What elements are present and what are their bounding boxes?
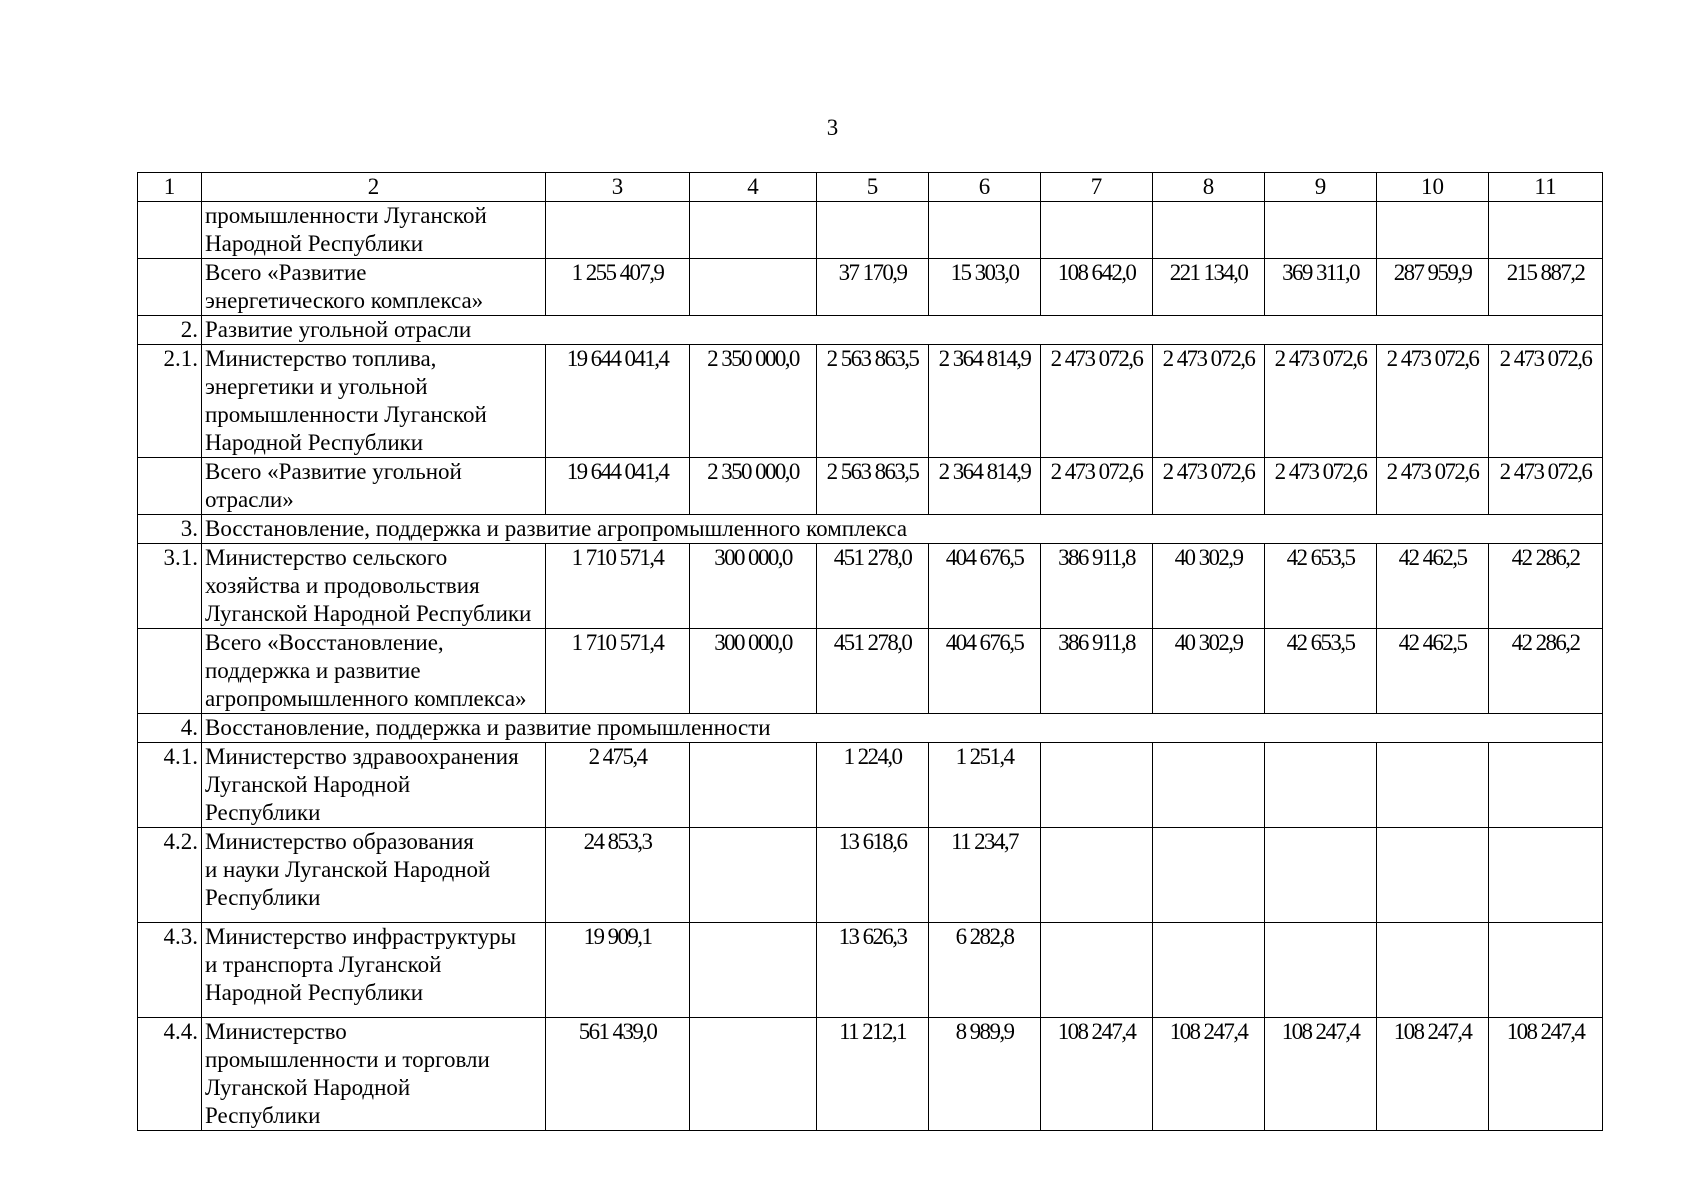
- value-cell: [1041, 743, 1153, 828]
- value-cell: 42 462,5: [1377, 544, 1489, 629]
- value-cell: [1153, 202, 1265, 259]
- value-cell: 13 618,6: [817, 828, 929, 923]
- value-cell: 2 473 072,6: [1377, 345, 1489, 458]
- table-row: [138, 259, 1603, 316]
- row-name: [202, 259, 546, 316]
- value-cell: [929, 202, 1041, 259]
- section-row: [138, 515, 1603, 544]
- value-cell: 19 644 041,4: [546, 458, 690, 515]
- value-cell: 2 473 072,6: [1041, 345, 1153, 458]
- section-title: Восстановление, поддержка и развитие агропромышленного комплекса: [202, 515, 1603, 544]
- row-name: [202, 743, 546, 828]
- section-number: 3.: [138, 515, 202, 544]
- value-cell: [1377, 923, 1489, 1018]
- row-name-line: Республики: [205, 1103, 321, 1128]
- value-cell: 561 439,0: [546, 1018, 690, 1131]
- row-name-line: Всего «Развитие угольной: [205, 459, 462, 484]
- section-title: Развитие угольной отрасли: [202, 316, 1603, 345]
- value-cell: 2 473 072,6: [1489, 345, 1603, 458]
- row-number: [138, 458, 202, 515]
- value-cell: 2 350 000,0: [690, 345, 817, 458]
- value-cell: 37 170,9: [817, 259, 929, 316]
- value-cell: [1153, 743, 1265, 828]
- value-cell: [1489, 202, 1603, 259]
- value-cell: 42 462,5: [1377, 629, 1489, 714]
- row-name-line: поддержка и развитие: [205, 658, 421, 683]
- row-name: [202, 1018, 546, 1131]
- value-cell: 108 642,0: [1041, 259, 1153, 316]
- table-row: [138, 544, 1603, 629]
- row-name-line: промышленности и торговли: [205, 1047, 490, 1072]
- value-cell: [690, 1018, 817, 1131]
- value-cell: 404 676,5: [929, 544, 1041, 629]
- value-cell: [1489, 923, 1603, 1018]
- value-cell: 2 364 814,9: [929, 458, 1041, 515]
- row-name-line: Министерство инфраструктуры: [205, 924, 517, 949]
- row-name-line: отрасли»: [205, 487, 294, 512]
- value-cell: 215 887,2: [1489, 259, 1603, 316]
- header-cell: 8: [1153, 173, 1265, 202]
- row-name: [202, 345, 546, 458]
- row-name-line: Республики: [205, 885, 321, 910]
- table-row: [138, 202, 1603, 259]
- value-cell: 19 644 041,4: [546, 345, 690, 458]
- page-number: 3: [826, 115, 839, 140]
- value-cell: 2 364 814,9: [929, 345, 1041, 458]
- value-cell: [1265, 923, 1377, 1018]
- value-cell: 300 000,0: [690, 629, 817, 714]
- row-name-line: Министерство: [205, 1019, 347, 1044]
- value-cell: 108 247,4: [1377, 1018, 1489, 1131]
- value-cell: 40 302,9: [1153, 629, 1265, 714]
- header-cell: 1: [138, 173, 202, 202]
- section-title: Восстановление, поддержка и развитие промышленности: [202, 714, 1603, 743]
- value-cell: 13 626,3: [817, 923, 929, 1018]
- value-cell: [1041, 202, 1153, 259]
- header-row: [138, 173, 1603, 202]
- row-name: [202, 544, 546, 629]
- header-cell: 7: [1041, 173, 1153, 202]
- header-cell: 11: [1489, 173, 1603, 202]
- value-cell: [1265, 828, 1377, 923]
- row-number: 3.1.: [138, 544, 202, 629]
- table-row: [138, 828, 1603, 923]
- table-row: [138, 345, 1603, 458]
- value-cell: 1 251,4: [929, 743, 1041, 828]
- value-cell: 404 676,5: [929, 629, 1041, 714]
- table-row: [138, 923, 1603, 1018]
- value-cell: [1377, 202, 1489, 259]
- section-number: 2.: [138, 316, 202, 345]
- value-cell: 287 959,9: [1377, 259, 1489, 316]
- section-row: [138, 316, 1603, 345]
- value-cell: 221 134,0: [1153, 259, 1265, 316]
- value-cell: 386 911,8: [1041, 629, 1153, 714]
- row-number: 4.2.: [138, 828, 202, 923]
- value-cell: 2 475,4: [546, 743, 690, 828]
- value-cell: 108 247,4: [1265, 1018, 1377, 1131]
- row-number: 4.4.: [138, 1018, 202, 1131]
- row-number: 2.1.: [138, 345, 202, 458]
- value-cell: 42 286,2: [1489, 544, 1603, 629]
- section-row: [138, 714, 1603, 743]
- value-cell: [690, 259, 817, 316]
- row-name-line: Народной Республики: [205, 980, 424, 1005]
- row-name-line: Министерство сельского: [205, 545, 448, 570]
- value-cell: [1265, 743, 1377, 828]
- value-cell: 1 710 571,4: [546, 544, 690, 629]
- value-cell: 2 473 072,6: [1265, 458, 1377, 515]
- value-cell: [546, 202, 690, 259]
- row-name-line: Народной Республики: [205, 231, 424, 256]
- value-cell: 451 278,0: [817, 629, 929, 714]
- value-cell: 8 989,9: [929, 1018, 1041, 1131]
- value-cell: [1041, 828, 1153, 923]
- value-cell: 11 212,1: [817, 1018, 929, 1131]
- table-body: [138, 173, 1603, 1131]
- row-number: [138, 629, 202, 714]
- value-cell: 24 853,3: [546, 828, 690, 923]
- row-number: [138, 202, 202, 259]
- table-row: [138, 1018, 1603, 1131]
- value-cell: [1153, 923, 1265, 1018]
- header-cell: 10: [1377, 173, 1489, 202]
- value-cell: [1265, 202, 1377, 259]
- value-cell: 2 563 863,5: [817, 345, 929, 458]
- row-number: [138, 259, 202, 316]
- row-name-line: энергетики и угольной: [205, 374, 428, 399]
- value-cell: 108 247,4: [1489, 1018, 1603, 1131]
- row-name-line: Народной Республики: [205, 430, 424, 455]
- header-cell: 4: [690, 173, 817, 202]
- value-cell: 1 255 407,9: [546, 259, 690, 316]
- value-cell: 369 311,0: [1265, 259, 1377, 316]
- value-cell: 40 302,9: [1153, 544, 1265, 629]
- value-cell: [1489, 828, 1603, 923]
- value-cell: 386 911,8: [1041, 544, 1153, 629]
- budget-table: [137, 172, 1603, 1131]
- row-name-line: энергетического комплекса»: [205, 288, 484, 313]
- value-cell: 15 303,0: [929, 259, 1041, 316]
- value-cell: 42 286,2: [1489, 629, 1603, 714]
- row-name-line: Министерство образования: [205, 829, 474, 854]
- row-name-line: Министерство здравоохранения: [205, 744, 519, 769]
- row-name: [202, 923, 546, 1018]
- value-cell: 42 653,5: [1265, 629, 1377, 714]
- row-name-line: промышленности Луганской: [205, 203, 487, 228]
- value-cell: [690, 202, 817, 259]
- row-name-line: Всего «Развитие: [205, 260, 367, 285]
- value-cell: [1041, 923, 1153, 1018]
- header-cell: 3: [546, 173, 690, 202]
- value-cell: 1 224,0: [817, 743, 929, 828]
- row-name-line: Всего «Восстановление,: [205, 630, 444, 655]
- row-name: [202, 828, 546, 923]
- value-cell: 2 473 072,6: [1153, 458, 1265, 515]
- value-cell: 108 247,4: [1153, 1018, 1265, 1131]
- row-name-line: Луганской Народной: [205, 772, 411, 797]
- value-cell: [1377, 743, 1489, 828]
- value-cell: [1377, 828, 1489, 923]
- value-cell: [690, 828, 817, 923]
- table-row: [138, 743, 1603, 828]
- row-name: [202, 202, 546, 259]
- value-cell: 2 473 072,6: [1153, 345, 1265, 458]
- value-cell: 2 473 072,6: [1265, 345, 1377, 458]
- value-cell: 2 473 072,6: [1041, 458, 1153, 515]
- row-name-line: и науки Луганской Народной: [205, 857, 491, 882]
- value-cell: 42 653,5: [1265, 544, 1377, 629]
- row-name-line: хозяйства и продовольствия: [205, 573, 480, 598]
- value-cell: [1489, 743, 1603, 828]
- section-number: 4.: [138, 714, 202, 743]
- row-name-line: Министерство топлива,: [205, 346, 437, 371]
- row-name: [202, 458, 546, 515]
- value-cell: 2 473 072,6: [1489, 458, 1603, 515]
- row-name: [202, 629, 546, 714]
- header-cell: 9: [1265, 173, 1377, 202]
- row-name-line: Республики: [205, 800, 321, 825]
- value-cell: 451 278,0: [817, 544, 929, 629]
- value-cell: [817, 202, 929, 259]
- table-row: [138, 458, 1603, 515]
- value-cell: 2 350 000,0: [690, 458, 817, 515]
- table-row: [138, 629, 1603, 714]
- row-name-line: Луганской Народной Республики: [205, 601, 532, 626]
- value-cell: [690, 923, 817, 1018]
- value-cell: 300 000,0: [690, 544, 817, 629]
- row-name-line: Луганской Народной: [205, 1075, 411, 1100]
- value-cell: [1153, 828, 1265, 923]
- value-cell: 1 710 571,4: [546, 629, 690, 714]
- header-cell: 6: [929, 173, 1041, 202]
- value-cell: [690, 743, 817, 828]
- header-cell: 5: [817, 173, 929, 202]
- row-name-line: и транспорта Луганской: [205, 952, 442, 977]
- row-number: 4.1.: [138, 743, 202, 828]
- row-name-line: агропромышленного комплекса»: [205, 686, 527, 711]
- value-cell: 2 563 863,5: [817, 458, 929, 515]
- value-cell: 2 473 072,6: [1377, 458, 1489, 515]
- row-name-line: промышленности Луганской: [205, 402, 487, 427]
- value-cell: 19 909,1: [546, 923, 690, 1018]
- value-cell: 6 282,8: [929, 923, 1041, 1018]
- header-cell: 2: [202, 173, 546, 202]
- value-cell: 108 247,4: [1041, 1018, 1153, 1131]
- row-number: 4.3.: [138, 923, 202, 1018]
- value-cell: 11 234,7: [929, 828, 1041, 923]
